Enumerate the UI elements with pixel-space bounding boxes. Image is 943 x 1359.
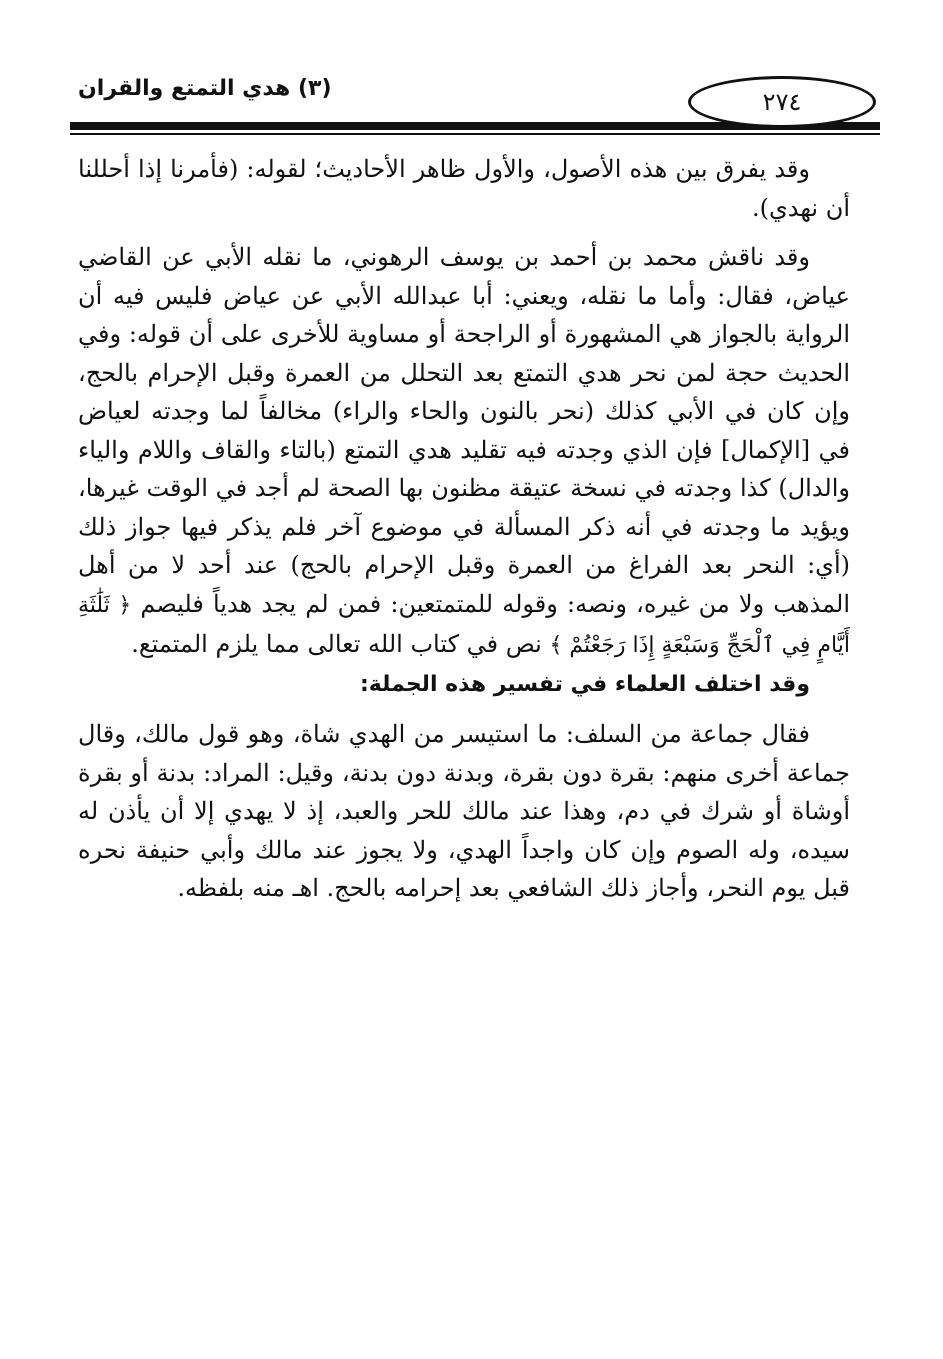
main-text [78,150,850,908]
quran-verse: ﴿ ثَلَٰثَةِ أَيَّامٍ فِي ٱلْحَجِّ وَسَبْعَةٍ إِذَا رَجَعْتُمْ ﴾ [78,592,850,658]
running-title: (٣) هدي التمتع والقران [78,76,332,101]
paragraph-1: وقد يفرق بين هذه الأصول، والأول ظاهر الأحاديث؛ لقوله: (فأمرنا إذا أحللنا أن نهدي). [78,155,850,222]
section-heading: وقد اختلف العلماء في تفسير هذه الجملة: [359,671,810,697]
paragraph-2 [78,238,850,666]
paragraph-2-part-a: وقد ناقش محمد بن أحمد بن يوسف الرهوني، ما نقله الأبي عن القاضي عياض، فقال: وأما ما نقله، ويعني: أبا عبدالله الأبي عن عياض فليس فيه أن الرواية بالجواز هي المشهورة أو الراجحة أو مساوية للأخرى على أن قوله: وفي الحديث حجة لمن نحر هدي التمتع بعد التحلل من العمرة وقبل الإحرام بالحج، وإن كان في الأبي كذلك (نحر بالنون والحاء والراء) مخالفاً لما وجدته لعياض في [الإكمال] فإن الذي وجدته فيه تقليد هدي التمتع (بالتاء والقاف واللام والياء والدال) كذا وجدته في نسخة عتيقة مظنون بها الصحة لم أجد في الوقت غيرها، ويؤيد ما وجدته في أنه ذكر المسألة في موضوع آخر فلم يذكر فيها جواز ذلك (أي: النحر بعد الفراغ من العمرة وقبل الإحرام بالحج) عند أحد لا من أهل المذهب ولا من غيره، ونصه: وقوله للمتمتعين: فمن لم يجد هدياً فليصم [78,243,851,618]
header-rule-thin [70,133,880,135]
paragraph-3: فقال جماعة من السلف: ما استيسر من الهدي شاة، وهو قول مالك، وقال جماعة أخرى منهم: بقرة دون بقرة، وبدنة دون بدنة، وقيل: المراد: بدنة أو بقرة أوشاة أو شرك في دم، وهذا عند مالك للحر والعبد، إذ لا يهدي إلا أن يأذن له سيده، وله الصوم وإن كان واجداً الهدي، ولا يجوز عند مالك وأبي حنيفة نحره قبل يوم النحر، وأجاز ذلك الشافعي بعد إحرامه بالحج. اهـ منه بلفظه. [78,720,850,902]
page-number-badge: ٢٧٤ [688,76,876,128]
paragraph-2-part-b: نص في كتاب الله تعالى مما يلزم المتمتع. [131,630,542,658]
page-header [70,62,880,126]
